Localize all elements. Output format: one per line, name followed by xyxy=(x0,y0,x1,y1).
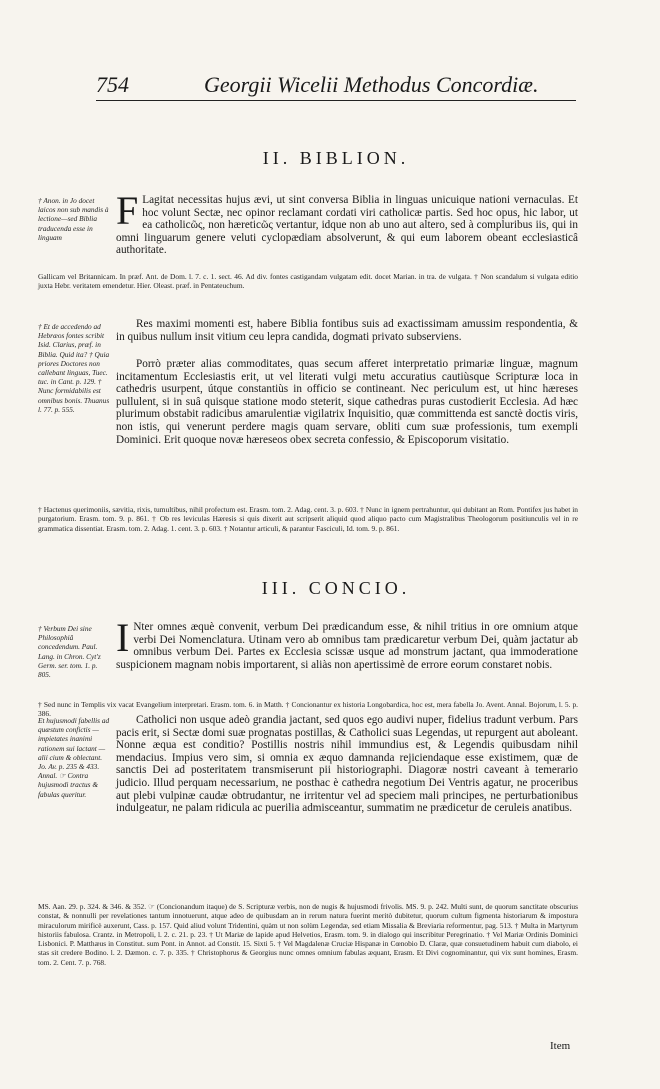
paragraph xyxy=(116,615,578,671)
page-number: 754 xyxy=(96,72,129,97)
paragraph: Catholici non usque adeò grandia jactant, sed quos ego audivi nuper, fidelius tradunt verbum. Pars pacis erit, si Sectæ domi suæ prognatas postillas, & Catholici suas Legendas, ut repurgent aut aboleant. Nonne æqua est conditio? Postillis nostris nihil immundius est, & Legendis quibusdam nihil mendacius. Impius vero sim, si omnia ex æquo damnanda rejiciendaque esse existimem, quæ de sanctis Dei ad posteritatem transmiserunt pii historiographi. Diagoræ nostri caveant à temerario judicio. Illud perquam necessarium, ne posthac è cathedra negotium Dei Ventris agatur, ne proceribus aut plebi vulpinæ caudæ obtrudantur, ne irritentur vel ad speciem mali principes, ne perturbationibus indulgeatur, ne palam ridicula ac puerilia admisceantur, summatim ne prædicetur de ceruleis anatibus. xyxy=(116,714,578,815)
paragraph-text: Lagitat necessitas hujus ævi, ut sint conversa Biblia in linguas unicuique nationi vernaculas. Et hoc volunt Sectæ, nec opinor reclamant cordati viri catholicæ partis. Sed hoc opus, hic labor, ut ea catholicῶς, non hæreticῶς vertantur, idque non ab uno aut altero, sed à compluribus iis, qui in omni linguarum genere veluti cyclopædiam absolverunt, & qui eum laborem obeant ecclesiasticâ authoritate. xyxy=(116,194,578,257)
section-title-concio: III. CONCIO. xyxy=(261,578,411,598)
header-rule xyxy=(96,100,576,101)
sidenote: † Anon. in Jo docet laicos non sub mandis à lectione—sed Biblia traducenda esse in linguam xyxy=(38,196,109,242)
footnote: Gallicam vel Britannicam. In præf. Ant. de Dom. l. 7. c. 1. sect. 46. Ad div. fontes castigandam vulgatam edit. docet Marian. in tra. de vulgata. † Non scandalum si vulgata editio juxta Hebr. veritatem emendetur. Hier. Oleast. præf. in Pentateuchum. xyxy=(38,272,578,291)
footnote: † Hactenus querimoniis, sævitia, rixis, tumultibus, nihil profectum est. Erasm. tom. 2. Adag. cent. 3. p. 603. † Nunc in ignem pertrahuntur, qui dubitant an Rom. Pontifex jus habet in purgatorium. Erasm. tom. 9. p. 861. † Ob res leviculas Hæresis si quis dixerit aut scripserit aliquid quod aliquo pacto cum Magistralibus Theologorum positiunculis vel in re grammatica dissentiat. Erasm. tom. 2. Adag. 1. cent. 3. p. 603. † Notantur articuli, & parantur Fasciculi, Id. tom. 9. p. 861. xyxy=(38,505,578,533)
footnote: MS. Aan. 29. p. 324. & 346. & 352. ☞ (Concionandum itaque) de S. Scripturæ verbis, non de nugis & hujusmodi frivolis. MS. 9. p. 242. Multi sunt, de quorum sanctitate obscurius constat, & nonnulli per revelationes tantum innotuerunt, atque adeo de quibusdam an in rerum natura fuerint meritò dubitetur, quorum cultum figmenta historiarum & impostura miraculorum mirificè auxerunt, Cass. p. 157. Quid aliud volunt Tridentini, quàm ut non solùm Legendæ, sed etiam Missalia & Breviaria reformentur, pag. 513. † Multa in Martyrum historiis fabulosa. Crantz. in Metropoli, l. 2. c. 21. p. 23. † Ut Mariæ de lapide apud Helvetios, Erasm. tom. 9. in dialogo qui inscribitur Peregrinatio. † Vel Mariæ Ordinis Dominici Lisbonici. P. Matthæus in Constitut. sum Pont. in Annot. ad Constit. 15. Sixti 5. † Vel Magdalenæ Cruciæ Hispanæ in Cœnobio D. Claræ, quæ consuetudinem habuit cum diabolo, ei stas sit credere Bodino. l. 2. Dæmon. c. 7. p. 335. † Christophorus & Georgius nunc omnes omnium fabulas æquant, Erasm. Et Divi cognominantur, qui vix sunt homines, Erasm. tom. 2. Cent. 7. p. 768. xyxy=(38,902,578,967)
catchword: Item xyxy=(550,1040,571,1052)
paragraph-text: Nter omnes æquè convenit, verbum Dei prædicandum esse, & nihil tritius in ore omnium atque verbi Dei Nomenclatura. Utinam vero ab omnibus tam prædicaretur verbum Dei, quàm jactatur ab omnibus verbum Dei. Partes ex Ecclesia scissæ usque ad monstrum jactant, qua immoderatione suspicionem magnam nobis importarent, si aliàs non apertissimè de errore eorum constaret nobis. xyxy=(116,621,578,671)
running-title: Georgii Wicelii Methodus Concordiæ. xyxy=(204,72,539,97)
sidenote: † Et de accedendo ad Hebræos fontes scribit Isid. Clarius, præf. in Biblia. Quid ita? † Quia priores Doctores non callebant linguas, Tuec. tuc. in Cant. p. 129. † Nunc formidabilis est omnibus bonis. Thuanus l. 77. p. 555. xyxy=(38,322,110,414)
paragraph: Porrò præter alias commoditates, quas secum afferet interpretatio primariæ linguæ, magnum incitamentum Ecclesiastis erit, ut vel literati vulgi metu accuratius cautiùsque Scripturæ loca in cathedris usurpent, útque constantiùs in officio se contineant. Nec periculum est, ut hinc hæreses pullulent, si in suâ quisque statione modo steterit, sique cathedras puras custodierit Ecclesia. Ad hæc plurimum obstabit radicibus amarulentiæ vigilatrix Inquisitio, quæ committenda est sanctè doctis viris, non istis, qui venerunt perdere magis quam servare, obliti cum suæ professionis, tum exempli Dominici. Erit quoque novæ hæreseos obex secreta confessio, & Episcoporum visitatio. xyxy=(116,358,578,446)
section-title-biblion: II. BIBLION. xyxy=(262,148,410,168)
paragraph xyxy=(116,188,578,257)
sidenote: † Verbum Dei sine Philosophiâ concedendum. Paul. Lang. in Chron. Cyt'z Germ. ser. tom. 1. p. 805. xyxy=(38,624,101,680)
running-header xyxy=(96,72,576,98)
paragraph: Res maximi momenti est, habere Biblia fontibus suis ad exactissimam amussim respondentia, & in quibus nullum insit vitium ceu lepra candida, dogmati privato subserviens. xyxy=(116,318,578,343)
drop-cap: F xyxy=(116,188,139,233)
footnote: † Sed nunc in Templis vix vacat Evangelium interpretari. Erasm. tom. 6. in Matth. † Concionantur ex historia Longobardica, hoc est, mera fabella Jo. Avent. Annal. Bojorum, l. 5. p. 386. xyxy=(38,700,578,719)
drop-cap: I xyxy=(116,615,130,660)
sidenote: Et hujusmodi fabellis ad quæstum confictis — impietates inanimi rationem sui lactant — alii cium & oblectant. Jo. Av. p. 235 & 433. Annal. ☞ Contra hujusmodi tractus & fabulas queritur. xyxy=(38,716,110,799)
